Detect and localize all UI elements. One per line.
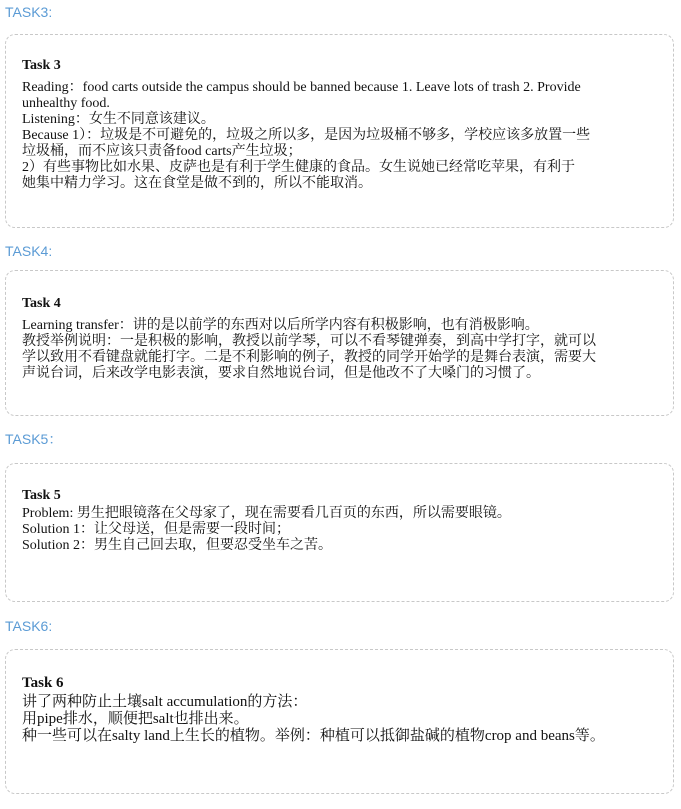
task3-line-3: Listening：女生不同意该建议。 — [22, 112, 215, 127]
task6-line-2: 用pipe排水，顺便把salt也排出来。 — [22, 711, 249, 727]
task4-line-4: 声说台词，后来改学电影表演，要求自然地说台词，但是他改不了大嗓门的习惯了。 — [22, 366, 540, 381]
task5-card — [5, 463, 674, 602]
task5-line-2: Solution 1：让父母送，但是需要一段时间； — [22, 522, 290, 537]
task4-title: Task 4 — [22, 296, 61, 311]
task4-line-3: 学以致用不看键盘就能打字。二是不利影响的例子，教授的同学开始学的是舞台表演，需要大 — [22, 350, 596, 365]
task5-line-1: Problem: 男生把眼镜落在父母家了，现在需要看几百页的东西，所以需要眼镜。 — [22, 506, 511, 521]
task3-line-1: Reading：food carts outside the campus should be banned because 1. Leave lots of trash 2. Provide — [22, 80, 581, 95]
section-label-task3: TASK3: — [5, 4, 53, 20]
task3-title: Task 3 — [22, 58, 61, 73]
task6-card — [5, 649, 674, 794]
task5-title: Task 5 — [22, 488, 61, 503]
task6-line-1: 讲了两种防止土壤salt accumulation的方法： — [22, 694, 308, 710]
task6-title: Task 6 — [22, 675, 64, 691]
task3-line-4: Because 1）：垃圾是不可避免的，垃圾之所以多，是因为垃圾桶不够多，学校应该多放置一些 — [22, 128, 591, 143]
section-label-task5: TASK5： — [5, 431, 63, 447]
task3-line-2: unhealthy food. — [22, 96, 110, 111]
task6-line-3: 种一些可以在salty land上生长的植物。举例：种植可以抵御盐碱的植物crop and beans等。 — [22, 728, 605, 744]
task3-card — [5, 34, 674, 228]
section-label-task6: TASK6: — [5, 618, 53, 634]
section-label-task4: TASK4: — [5, 243, 53, 259]
task5-line-3: Solution 2：男生自己回去取，但要忍受坐车之苦。 — [22, 538, 332, 553]
task3-line-7: 她集中精力学习。这在食堂是做不到的，所以不能取消。 — [22, 176, 372, 191]
task4-line-2: 教授举例说明：一是积极的影响，教授以前学琴，可以不看琴键弹奏，到高中学打字，就可以 — [22, 334, 596, 349]
task4-card — [5, 270, 674, 416]
task4-line-1: Learning transfer：讲的是以前学的东西对以后所学内容有积极影响，也有消极影响。 — [22, 318, 539, 333]
task3-line-6: 2）有些事物比如水果、皮萨也是有利于学生健康的食品。女生说她已经常吃苹果，有利于 — [22, 160, 575, 175]
task3-line-5: 垃圾桶，而不应该只责备food carts产生垃圾； — [22, 144, 302, 159]
